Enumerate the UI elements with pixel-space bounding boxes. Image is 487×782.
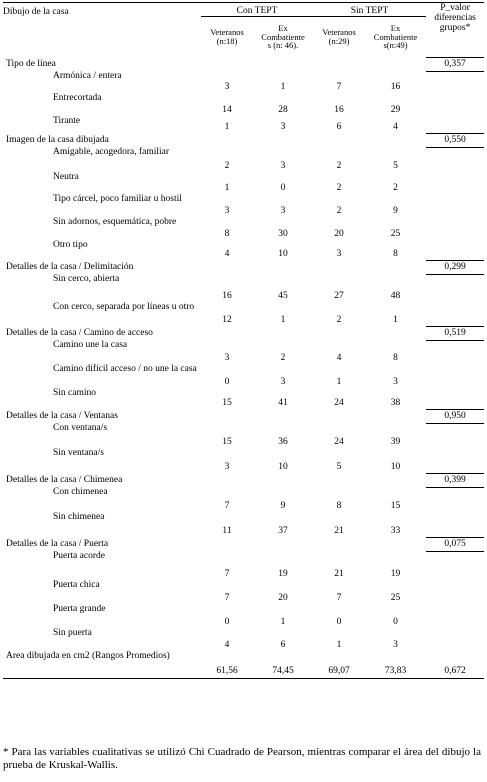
row-pvalue-empty [426,580,484,604]
row-pvalue-empty [426,116,484,133]
header-first-column: Dibujo de la casa [3,3,201,58]
section-label: Detalles de la casa / Puerta [6,539,109,549]
row-value: 7 [224,501,230,511]
row-value: 2 [336,206,342,216]
row-pvalue-empty [426,604,484,628]
row-value: 14 [222,105,232,115]
row-value: 7 [336,593,342,603]
results-table [3,2,484,679]
row-label: Con ventana/s [53,423,108,433]
row-value: 24 [334,398,344,408]
row-label: Armónica / entera [53,71,122,81]
section-pvalue: 0,550 [426,133,484,147]
table-row [3,628,484,651]
row-value: 1 [224,122,230,132]
row-label: Sin puerta [53,628,92,638]
row-label: Sin chimenea [53,512,105,522]
row-value: 3 [224,462,230,472]
row-value: 45 [278,291,288,301]
row-value: 48 [390,291,401,301]
row-value: 24 [334,437,344,447]
row-pvalue-empty [426,217,484,240]
row-value: 3 [280,122,286,132]
row-pvalue-empty [426,71,484,93]
header-sub-veteranos-con: Veteranos (n:18) [210,27,244,46]
table-row [3,340,484,364]
row-value: 3 [393,377,398,387]
row-pvalue-empty [426,551,484,580]
table-row [3,93,484,116]
row-label: Sin cerco, abierta [53,274,120,284]
header-group-sin-tept: Sin TEPT [313,3,426,17]
row-value: 41 [278,398,288,408]
row-pvalue-empty [426,240,484,260]
section-row [3,409,484,423]
table-row [3,217,484,240]
area-row-value: 69,07 [313,651,365,679]
table-row [3,147,484,172]
row-pvalue-empty [426,172,484,194]
row-value: 2 [280,353,286,363]
row-value: 25 [390,229,401,239]
row-value: 5 [393,161,398,171]
section-row [3,326,484,340]
row-label: Puerta grande [53,604,106,614]
row-value: 16 [334,105,344,115]
row-value: 3 [280,377,286,387]
row-pvalue-empty [426,302,484,326]
row-value: 21 [334,569,344,579]
area-row-label: Área dibujada en cm2 (Rangos Promedios) [3,651,201,679]
row-value: 0 [224,377,230,387]
row-label: Camino une la casa [53,340,128,350]
row-value: 28 [278,105,288,115]
row-value: 8 [336,501,342,511]
row-label: Tirante [53,116,81,126]
row-value: 8 [224,229,230,239]
table-row [3,71,484,93]
table-row [3,116,484,133]
row-value: 19 [390,569,401,579]
section-pvalue: 0,299 [426,260,484,274]
row-value: 20 [334,229,344,239]
row-value: 16 [390,82,401,92]
row-pvalue-empty [426,93,484,116]
row-value: 7 [224,569,230,579]
row-value: 16 [222,291,232,301]
area-row-pvalue: 0,672 [426,651,484,679]
row-value: 8 [393,353,398,363]
row-value: 1 [280,617,286,627]
row-value: 2 [336,315,342,325]
row-value: 27 [334,291,344,301]
row-value: 1 [280,315,286,325]
row-value: 0 [224,617,230,627]
row-label: Entrecortada [53,93,102,103]
section-row [3,537,484,551]
header-sub-excombatientes-con: Ex Combatiente s (n: 46). [261,22,305,51]
table-row [3,194,484,217]
row-pvalue-empty [426,512,484,537]
row-value: 3 [280,206,286,216]
table-row [3,487,484,512]
row-value: 37 [278,526,288,536]
table-row [3,172,484,194]
area-row-value: 74,45 [253,651,313,679]
row-pvalue-empty [426,423,484,448]
row-label: Sin ventana/s [53,448,104,458]
row-value: 0 [280,183,286,193]
row-value: 30 [278,229,288,239]
row-value: 3 [224,82,230,92]
area-row-value: 61,56 [201,651,253,679]
row-value: 6 [336,122,342,132]
row-pvalue-empty [426,388,484,409]
table-body [3,57,484,679]
section-row [3,473,484,487]
row-value: 3 [224,206,230,216]
row-value: 1 [393,315,398,325]
header-sub-veteranos-sin: Veteranos (n:29) [322,27,356,46]
section-pvalue: 0,075 [426,537,484,551]
row-value: 29 [390,105,401,115]
row-value: 6 [280,640,286,650]
row-pvalue-empty [426,147,484,172]
row-value: 3 [393,640,398,650]
section-label: Imagen de la casa dibujada [6,135,109,145]
row-pvalue-empty [426,448,484,473]
row-value: 4 [393,122,398,132]
row-value: 38 [390,398,401,408]
footnote: * Para las variables cualitativas se utilizó Chi Cuadrado de Pearson, mientras comparar el área del dibujo la prueba de Kruskal-Wallis. [3,746,481,772]
row-value: 25 [390,593,401,603]
section-label: Detalles de la casa / Chimenea [6,475,123,485]
row-value: 3 [336,249,342,259]
section-pvalue: 0,950 [426,409,484,423]
section-label: Detalles de la casa / Delimitación [6,262,134,272]
section-pvalue: 0,399 [426,473,484,487]
row-value: 4 [224,640,230,650]
row-value: 2 [224,161,230,171]
row-value: 15 [222,398,232,408]
header-group-con-tept: Con TEPT [201,3,313,17]
row-value: 8 [393,249,398,259]
table-row [3,364,484,388]
row-value: 10 [278,249,288,259]
table-row [3,240,484,260]
row-label: Neutra [53,172,79,182]
section-pvalue: 0,357 [426,57,484,71]
row-value: 1 [336,377,342,387]
row-label: Amigable, acogedora, familiar [53,147,170,157]
section-row [3,57,484,71]
row-value: 9 [393,206,398,216]
row-value: 11 [222,526,232,536]
row-label: Tipo cárcel, poco familiar u hostil [53,194,182,204]
area-row-value: 73,83 [365,651,426,679]
row-value: 3 [280,161,286,171]
row-pvalue-empty [426,487,484,512]
row-value: 20 [278,593,288,603]
area-row [3,651,484,679]
table-row [3,302,484,326]
row-label: Sin camino [53,388,97,398]
table-row [3,274,484,302]
row-value: 9 [280,501,286,511]
row-label: Con cerco, separada por líneas u otro [53,302,195,312]
row-value: 39 [390,437,401,447]
row-value: 1 [336,640,342,650]
section-pvalue: 0,519 [426,326,484,340]
row-value: 7 [224,593,230,603]
row-pvalue-empty [426,628,484,651]
header-pvalue: P_valor diferencias grupos* [426,3,484,58]
row-label: Con chimenea [53,487,108,497]
row-value: 7 [336,82,342,92]
table-row [3,448,484,473]
row-value: 2 [336,183,342,193]
row-value: 4 [336,353,342,363]
table-row [3,388,484,409]
row-value: 15 [390,501,401,511]
row-value: 21 [334,526,344,536]
row-value: 1 [224,183,230,193]
row-value: 0 [336,617,342,627]
row-value: 36 [278,437,288,447]
table-row [3,512,484,537]
row-pvalue-empty [426,194,484,217]
row-value: 2 [393,183,398,193]
row-value: 0 [393,617,398,627]
row-value: 19 [278,569,288,579]
table-row [3,580,484,604]
row-pvalue-empty [426,274,484,302]
row-value: 12 [222,315,232,325]
row-label: Otro tipo [53,240,88,250]
table-row [3,551,484,580]
row-value: 15 [222,437,232,447]
row-label: Puerta chica [53,580,100,590]
row-label: Camino difícil acceso / no une la casa [53,364,197,374]
row-label: Sin adornos, esquemática, pobre [53,217,177,227]
table-row [3,604,484,628]
row-value: 4 [224,249,230,259]
row-pvalue-empty [426,340,484,364]
section-row [3,133,484,147]
row-value: 10 [278,462,288,472]
row-value: 33 [390,526,401,536]
row-value: 2 [336,161,342,171]
section-row [3,260,484,274]
row-value: 5 [336,462,342,472]
row-value: 10 [390,462,401,472]
row-label: Puerta acorde [53,551,105,561]
table-row [3,423,484,448]
section-label: Detalles de la casa / Ventanas [6,411,118,421]
row-value: 3 [224,353,230,363]
row-pvalue-empty [426,364,484,388]
row-value: 1 [280,82,286,92]
section-label: Tipo de línea [6,59,56,69]
header-sub-excombatientes-sin: Ex Combatiente s(n:49) [373,22,418,51]
section-label: Detalles de la casa / Camino de acceso [6,328,153,338]
